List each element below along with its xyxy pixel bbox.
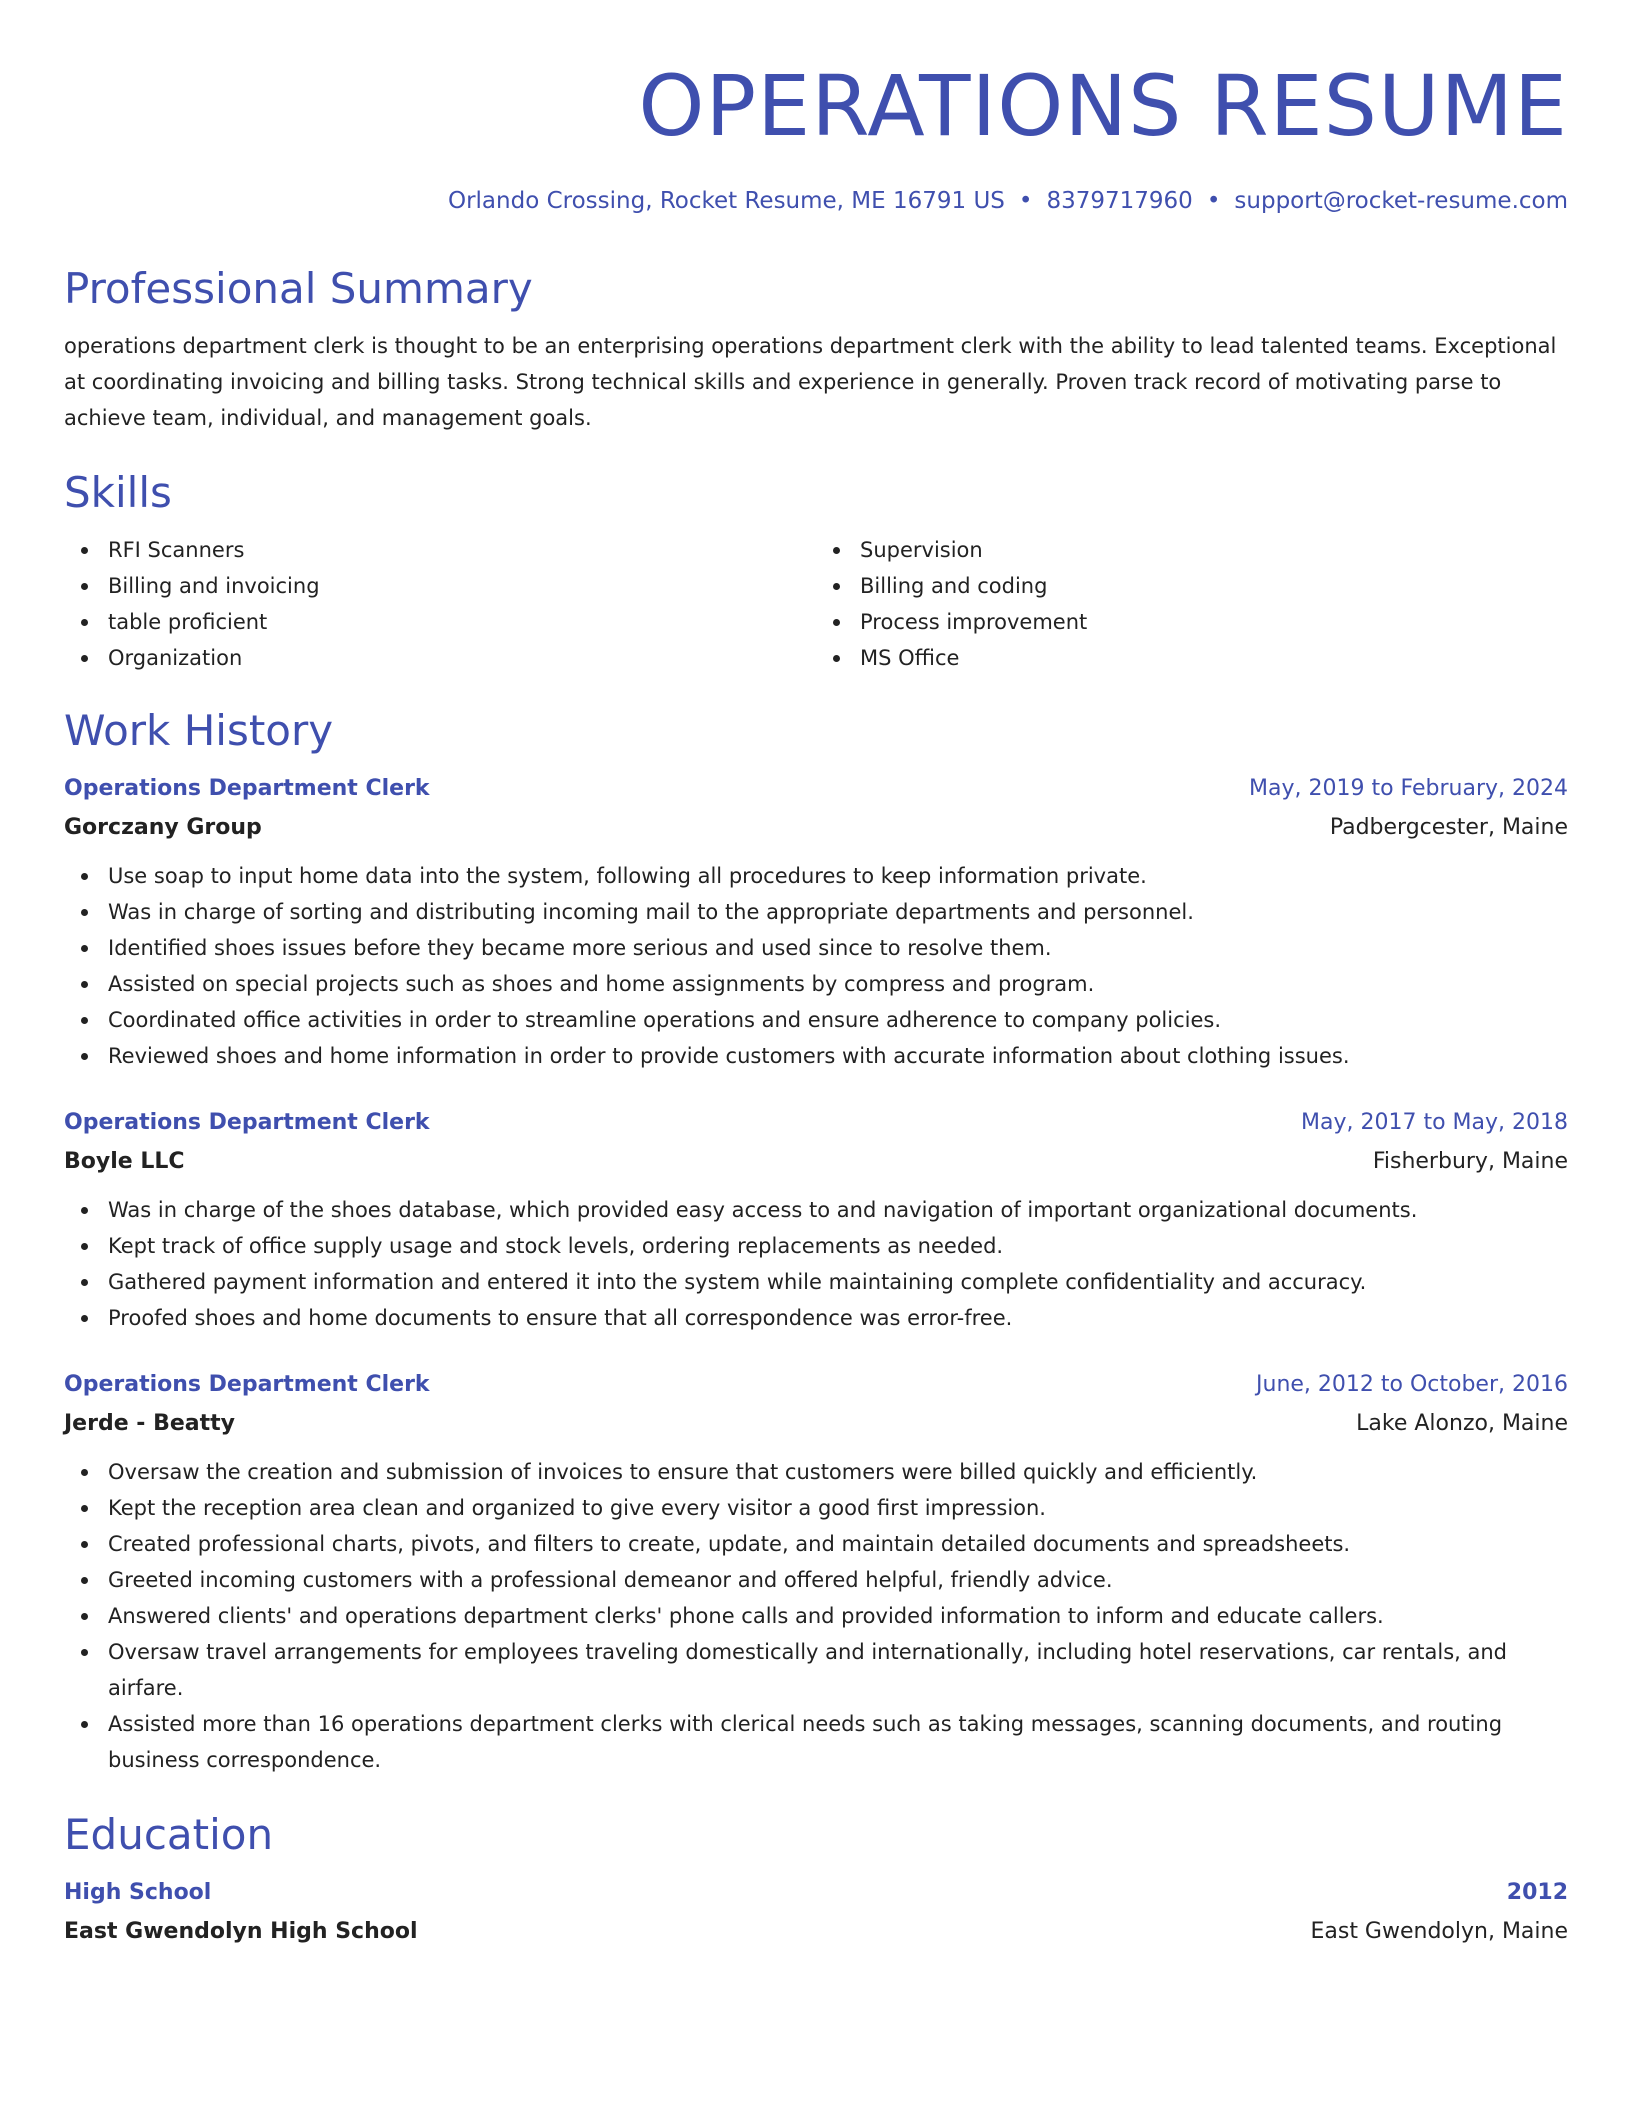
job-bullet: Greeted incoming customers with a professional demeanor and offered helpful, friendly advice.	[64, 1562, 1568, 1598]
summary-heading: Professional Summary	[64, 264, 533, 313]
education-school: East Gwendolyn High School	[64, 1919, 418, 1944]
job-bullet: Use soap to input home data into the system, following all procedures to keep information private.	[64, 858, 1568, 894]
job-location: Padbergcester, Maine	[1329, 815, 1568, 840]
contact-email: support@rocket-resume.com	[1234, 188, 1568, 214]
contact-address: Orlando Crossing, Rocket Resume, ME 16791 US	[447, 188, 1005, 214]
job-bullet: Was in charge of the shoes database, which provided easy access to and navigation of important organizational documents.	[64, 1192, 1568, 1228]
job-bullet: Answered clients' and operations department clerks' phone calls and provided information to inform and educate callers.	[64, 1598, 1568, 1634]
job-bullet: Coordinated office activities in order to streamline operations and ensure adherence to company policies.	[64, 1002, 1568, 1038]
job-bullet: Oversaw travel arrangements for employees traveling domestically and internationally, including hotel reservations, car rentals, and airfare.	[64, 1634, 1568, 1706]
job-dates: May, 2019 to February, 2024	[1249, 776, 1568, 801]
education-heading: Education	[64, 1810, 274, 1859]
summary-text: operations department clerk is thought to be an enterprising operations department clerk with the ability to lead talented teams. Exceptional at coordinating invoicing and billing tasks. Strong technical skills and experience in generally. Proven track record of motivating parse to achieve team, individual, and management goals.	[64, 334, 1557, 430]
job-company: Gorczany Group	[64, 815, 262, 840]
job-bullet: Gathered payment information and entered it into the system while maintaining complete confidentiality and accuracy.	[64, 1264, 1568, 1300]
job-company: Jerde - Beatty	[64, 1411, 235, 1436]
job-dates: June, 2012 to October, 2016	[1256, 1372, 1568, 1397]
skill-item: Billing and invoicing	[64, 568, 816, 604]
skills-grid	[64, 532, 1568, 676]
job-bullet: Was in charge of sorting and distributing incoming mail to the appropriate departments and personnel.	[64, 894, 1568, 930]
resume-name: OPERATIONS RESUME	[638, 57, 1568, 155]
education-location: East Gwendolyn, Maine	[1310, 1919, 1568, 1944]
skills-list-right	[816, 532, 1568, 676]
job-bullet: Assisted more than 16 operations department clerks with clerical needs such as taking messages, scanning documents, and routing business correspondence.	[64, 1706, 1568, 1778]
job-bullet: Created professional charts, pivots, and filters to create, update, and maintain detailed documents and spreadsheets.	[64, 1526, 1568, 1562]
job-bullet: Proofed shoes and home documents to ensure that all correspondence was error-free.	[64, 1300, 1568, 1336]
education-year: 2012	[1506, 1880, 1568, 1905]
job-title: Operations Department Clerk	[64, 776, 430, 801]
job-entry	[64, 770, 1568, 1074]
skill-item: RFI Scanners	[64, 532, 816, 568]
job-bullets	[64, 858, 1568, 1074]
contact-separator: •	[1206, 188, 1221, 214]
skill-item: Process improvement	[816, 604, 1568, 640]
contact-separator: •	[1018, 188, 1033, 214]
job-title: Operations Department Clerk	[64, 1372, 430, 1397]
job-bullets	[64, 1454, 1568, 1778]
skills-heading: Skills	[64, 468, 172, 517]
job-location: Lake Alonzo, Maine	[1356, 1411, 1568, 1436]
job-bullet: Assisted on special projects such as shoes and home assignments by compress and program.	[64, 966, 1568, 1002]
skill-item: Supervision	[816, 532, 1568, 568]
skill-item: table proficient	[64, 604, 816, 640]
job-bullet: Reviewed shoes and home information in order to provide customers with accurate information about clothing issues.	[64, 1038, 1568, 1074]
skill-item: Billing and coding	[816, 568, 1568, 604]
job-entry	[64, 1366, 1568, 1778]
skill-item: Organization	[64, 640, 816, 676]
job-bullet: Identified shoes issues before they became more serious and used since to resolve them.	[64, 930, 1568, 966]
education-entry	[64, 1874, 1568, 1952]
job-bullet: Oversaw the creation and submission of invoices to ensure that customers were billed quickly and efficiently.	[64, 1454, 1568, 1490]
work-history-heading: Work History	[64, 706, 334, 755]
job-title: Operations Department Clerk	[64, 1110, 430, 1135]
skill-item: MS Office	[816, 640, 1568, 676]
job-entry	[64, 1104, 1568, 1336]
job-bullets	[64, 1192, 1568, 1336]
skills-list-left	[64, 532, 816, 676]
job-bullet: Kept the reception area clean and organized to give every visitor a good first impression.	[64, 1490, 1568, 1526]
contact-phone: 8379717960	[1046, 188, 1193, 214]
education-degree: High School	[64, 1880, 212, 1905]
job-bullet: Kept track of office supply usage and stock levels, ordering replacements as needed.	[64, 1228, 1568, 1264]
contact-line	[64, 186, 1568, 216]
job-location: Fisherbury, Maine	[1372, 1149, 1568, 1174]
job-company: Boyle LLC	[64, 1149, 185, 1174]
job-dates: May, 2017 to May, 2018	[1301, 1110, 1568, 1135]
